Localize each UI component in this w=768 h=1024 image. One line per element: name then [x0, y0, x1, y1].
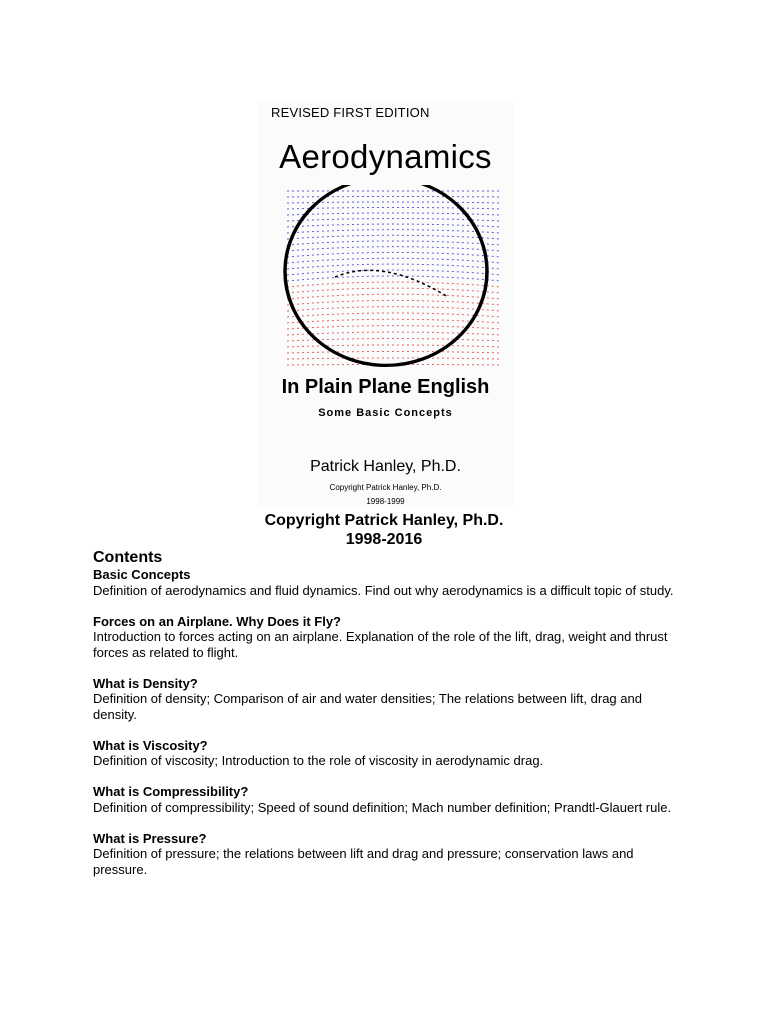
flow-line: [287, 247, 501, 251]
copyright-years: 1998-2016: [345, 531, 423, 548]
contents-section: [93, 548, 683, 893]
cover-tagline: Some Basic Concepts: [318, 407, 453, 419]
entry-description: Definition of pressure; the relations between lift and drag and pressure; conservation laws and pressure.: [93, 846, 634, 877]
copyright-line: Copyright Patrick Hanley, Ph.D.: [264, 512, 504, 529]
flow-line: [287, 264, 501, 269]
flow-line: [287, 270, 501, 275]
flow-line: [287, 294, 501, 299]
flow-line: [287, 213, 501, 215]
copyright-block: [0, 511, 768, 549]
entry-title: What is Compressibility?: [93, 784, 249, 799]
flow-line: [287, 307, 501, 311]
cover-author: Patrick Hanley, Ph.D.: [310, 458, 461, 475]
flow-line: [287, 258, 501, 263]
cover-copyright: Copyright Patrick Hanley, Ph.D.: [329, 483, 442, 492]
entry-title: What is Viscosity?: [93, 737, 208, 753]
airfoil-line: [335, 270, 448, 297]
entry-title: What is Density?: [93, 675, 198, 691]
flow-line: [287, 230, 501, 233]
cover-edition: REVISED FIRST EDITION: [271, 105, 430, 120]
flow-line: [287, 252, 501, 257]
flow-line: [287, 345, 501, 347]
flow-line: [287, 196, 501, 197]
circle-outline: [285, 185, 487, 365]
contents-entry: [93, 614, 683, 661]
flow-line: [287, 241, 501, 245]
entry-title: Basic Concepts: [93, 567, 191, 582]
contents-entry: [93, 784, 683, 815]
flow-line: [287, 351, 501, 353]
contents-entry: [93, 567, 683, 598]
flow-line: [287, 300, 501, 305]
airfoil-flow-figure: [283, 185, 505, 373]
entry-description: Introduction to forces acting on an airplane. Explanation of the role of the lift, drag, weight and thrust forces as related to flight.: [93, 629, 668, 660]
cover-title: Aerodynamics: [279, 138, 492, 175]
cover-years: 1998-1999: [366, 497, 405, 506]
cover-subtitle: In Plain Plane English: [281, 376, 490, 398]
flow-line: [287, 207, 501, 209]
flow-line: [287, 224, 501, 227]
flow-line: [287, 235, 501, 239]
contents-entry: [93, 676, 683, 723]
flow-line: [287, 276, 501, 281]
entry-description: Definition of density; Comparison of air and water densities; The relations between lift, drag and density.: [93, 691, 642, 722]
flow-line: [287, 313, 501, 317]
entry-description: Definition of compressibility; Speed of sound definition; Mach number definition; Prandtl-Glauert rule.: [93, 799, 672, 815]
contents-heading: Contents: [93, 549, 163, 566]
contents-entry: [93, 738, 683, 769]
entry-title: Forces on an Airplane. Why Does it Fly?: [93, 613, 342, 629]
flow-line: [287, 358, 501, 359]
entry-description: Definition of viscosity; Introduction to the role of viscosity in aerodynamic drag.: [93, 753, 544, 768]
flow-line: [287, 282, 501, 287]
flow-line: [287, 288, 501, 293]
entry-description: Definition of aerodynamics and fluid dynamics. Find out why aerodynamics is a difficult topic of study.: [93, 582, 674, 598]
flow-line: [287, 332, 501, 335]
book-cover: [257, 100, 514, 508]
contents-entry: [93, 831, 683, 878]
entry-title: What is Pressure?: [93, 830, 207, 846]
